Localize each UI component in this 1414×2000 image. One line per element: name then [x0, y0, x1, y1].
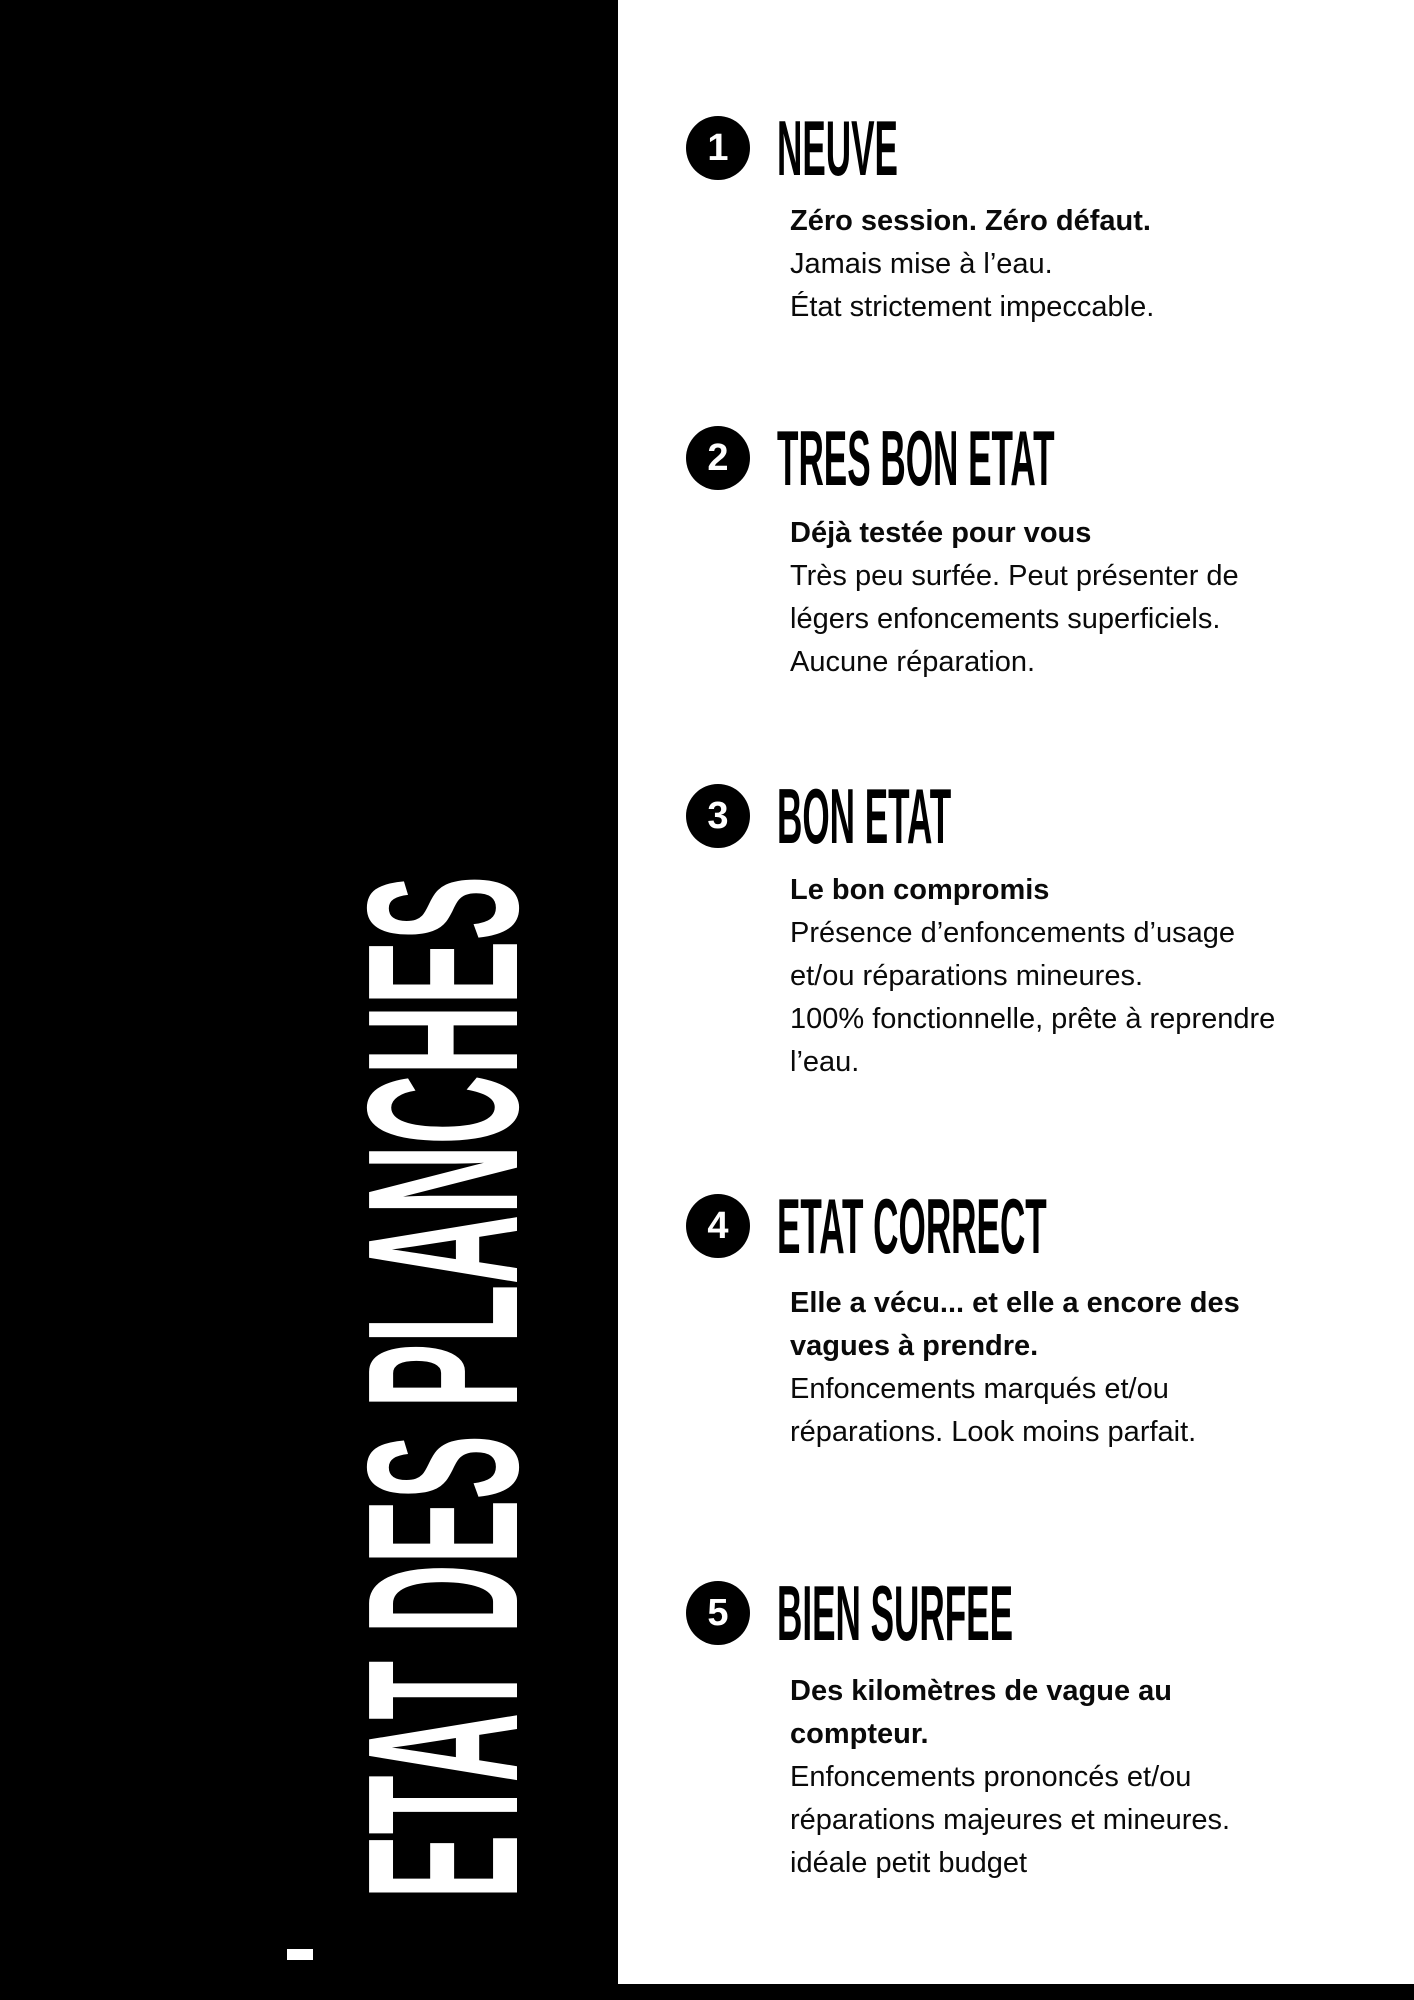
cropped-glyph-mark [287, 1949, 313, 1960]
item-4-subtitle-line: Elle a vécu... et elle a encore des [790, 1287, 1240, 1319]
item-5-subtitle-line: compteur. [790, 1718, 929, 1750]
item-2-subtitle-line: Déjà testée pour vous [790, 517, 1092, 549]
item-5-title: BIEN SURFEE [777, 1568, 1013, 1657]
item-1-subtitle-line: Zéro session. Zéro défaut. [790, 205, 1151, 237]
item-3-body-line: Présence d’enfoncements d’usage [790, 917, 1235, 949]
item-2-title: TRES BON ETAT [777, 413, 1055, 502]
item-5-number-badge: 5 [686, 1581, 750, 1645]
item-4-description [790, 1282, 1240, 1454]
item-2-body-line: Aucune réparation. [790, 646, 1036, 678]
item-1-number-badge: 1 [686, 116, 750, 180]
item-5-header [686, 1568, 1301, 1657]
item-1-body-line: Jamais mise à l’eau. [790, 248, 1053, 280]
item-3-body-line: et/ou réparations mineures. [790, 960, 1144, 992]
item-4-title: ETAT CORRECT [777, 1181, 1047, 1270]
item-1-header [686, 103, 1046, 192]
item-2-header [686, 413, 1394, 502]
bottom-black-strip [0, 1984, 1414, 2000]
item-5-subtitle-line: Des kilomètres de vague au [790, 1675, 1172, 1707]
item-4-header [686, 1181, 1376, 1270]
item-2-body-line: Très peu surfée. Peut présenter de [790, 560, 1239, 592]
item-4-body-line: réparations. Look moins parfait. [790, 1416, 1197, 1448]
item-1-description [790, 200, 1154, 329]
item-3-title: BON ETAT [777, 771, 952, 860]
item-1-title: NEUVE [777, 103, 898, 192]
item-5-body-line: réparations majeures et mineures. [790, 1804, 1231, 1836]
item-5-body-line: Enfoncements prononcés et/ou [790, 1761, 1192, 1793]
item-2-body-line: légers enfoncements superficiels. [790, 603, 1221, 635]
item-5-description [790, 1670, 1230, 1885]
item-2-number-badge: 2 [686, 426, 750, 490]
item-3-subtitle-line: Le bon compromis [790, 874, 1050, 906]
item-4-body-line: Enfoncements marqués et/ou [790, 1373, 1169, 1405]
item-3-body-line: 100% fonctionnelle, prête à reprendre [790, 1003, 1276, 1035]
item-4-number-badge: 4 [686, 1194, 750, 1258]
item-3-header [686, 771, 1164, 860]
item-1-body-line: État strictement impeccable. [790, 291, 1155, 323]
item-2-description [790, 512, 1239, 684]
item-5-body-line: idéale petit budget [790, 1847, 1028, 1879]
vertical-title: ETAT DES PLANCHES [322, 875, 563, 1899]
item-4-subtitle-line: vagues à prendre. [790, 1330, 1039, 1362]
item-3-number-badge: 3 [686, 784, 750, 848]
item-3-body-line: l’eau. [790, 1046, 860, 1078]
item-3-description [790, 869, 1275, 1084]
